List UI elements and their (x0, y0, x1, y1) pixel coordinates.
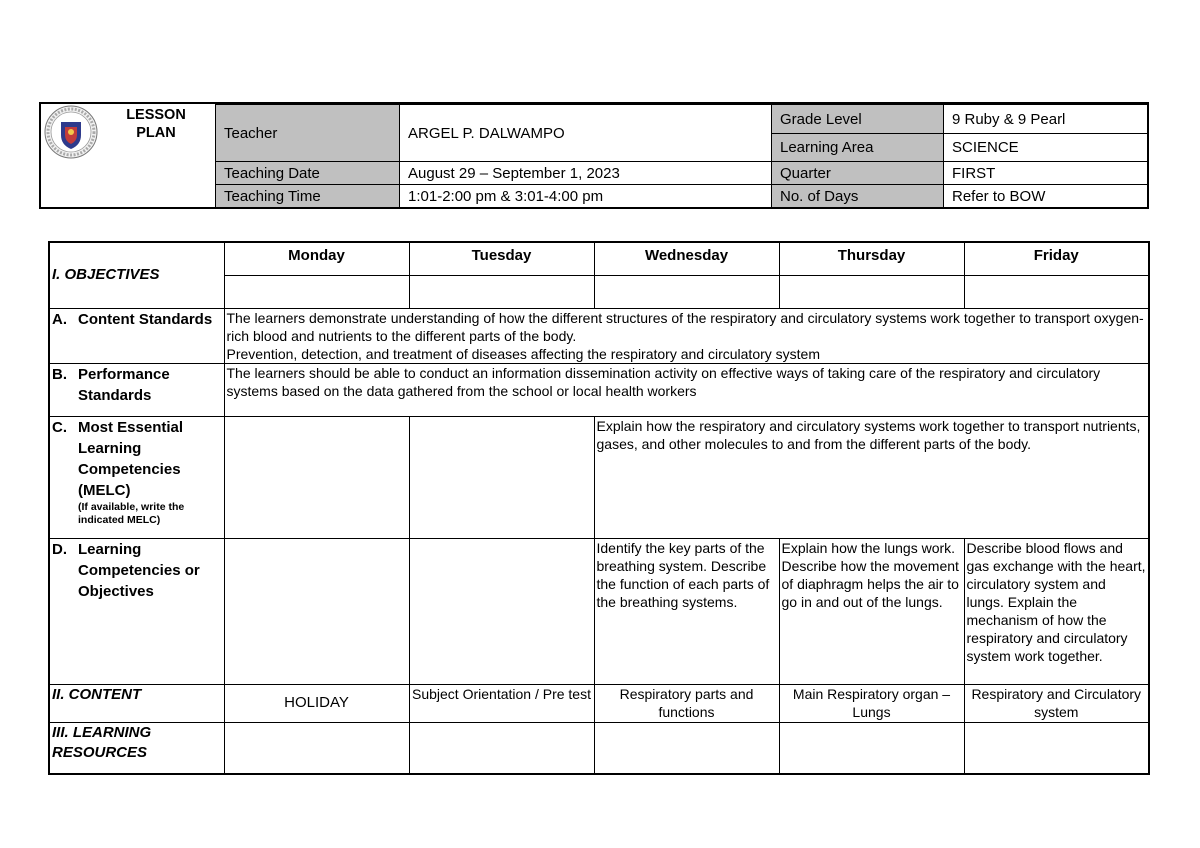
teacher-label: Teacher (216, 105, 400, 162)
grade-level-label: Grade Level (772, 105, 944, 134)
resources-tuesday (409, 722, 594, 774)
objectives-monday (224, 538, 409, 684)
objectives-friday: Describe blood flows and gas exchange with the heart, circulatory system and lungs. Explain the mechanism of how the respiratory and circulatory system work together. (964, 538, 1149, 684)
content-monday: HOLIDAY (224, 684, 409, 722)
header-grid (215, 104, 1148, 208)
objectives-heading: I. OBJECTIVES (49, 242, 224, 308)
resources-monday (224, 722, 409, 774)
melc-text: Explain how the respiratory and circulatory systems work together to transport nutrients, gases, and other molecules to and from the different parts of the body. (594, 416, 1149, 538)
content-standards-line-2: Prevention, detection, and treatment of diseases affecting the respiratory and circulatory system (226, 345, 820, 362)
days-value: Refer to BOW (944, 185, 1148, 208)
objectives-row (49, 538, 1149, 684)
teaching-date-value: August 29 – September 1, 2023 (400, 162, 772, 185)
day-thursday: Thursday (779, 242, 964, 275)
content-thursday: Main Respiratory organ – Lungs (779, 684, 964, 722)
content-standards-text (224, 308, 1149, 363)
content-wednesday: Respiratory parts and functions (594, 684, 779, 722)
content-standards-row (49, 308, 1149, 363)
performance-standards-text: The learners should be able to conduct an information dissemination activity on effective ways of taking care of the respiratory and circulatory systems based on the data gathered from the school or local health workers (224, 363, 1149, 416)
learning-resources-label: III. LEARNING RESOURCES (49, 722, 224, 774)
teaching-time-label: Teaching Time (216, 185, 400, 208)
grade-level-value: 9 Ruby & 9 Pearl (944, 105, 1148, 134)
quarter-value: FIRST (944, 162, 1148, 185)
deped-seal-icon (44, 105, 98, 159)
days-label: No. of Days (772, 185, 944, 208)
melc-monday (224, 416, 409, 538)
day-wednesday: Wednesday (594, 242, 779, 275)
resources-friday (964, 722, 1149, 774)
days-header-row (49, 242, 1149, 275)
blank-cell (964, 275, 1149, 308)
teaching-time-value: 1:01-2:00 pm & 3:01-4:00 pm (400, 185, 772, 208)
teacher-name: ARGEL P. DALWAMPO (400, 105, 772, 162)
content-label: II. CONTENT (49, 684, 224, 722)
lesson-plan-table (48, 241, 1150, 775)
day-monday: Monday (224, 242, 409, 275)
content-standards-line-1: The learners demonstrate understanding of how the different structures of the respiratory and circulatory systems work together to transport oxygen-rich blood and nutrients to the different parts of the body. (226, 309, 1144, 344)
melc-tuesday (409, 416, 594, 538)
content-tuesday: Subject Orientation / Pre test (409, 684, 594, 722)
melc-label: C. Most Essential Learning Competencies (MELC) (If available, write the indicated MELC) (49, 416, 224, 538)
melc-note: (If available, write the indicated MELC) (78, 500, 185, 526)
blank-cell (409, 275, 594, 308)
learning-area-label: Learning Area (772, 134, 944, 162)
content-friday: Respiratory and Circulatory system (964, 684, 1149, 722)
blank-cell (779, 275, 964, 308)
objectives-label: D. Learning Competencies or Objectives (49, 538, 224, 684)
quarter-label: Quarter (772, 162, 944, 185)
performance-standards-row (49, 363, 1149, 416)
blank-cell (224, 275, 409, 308)
resources-thursday (779, 722, 964, 774)
teaching-date-label: Teaching Date (216, 162, 400, 185)
resources-wednesday (594, 722, 779, 774)
objectives-wednesday: Identify the key parts of the breathing system. Describe the function of each parts of the breathing systems. (594, 538, 779, 684)
content-row (49, 684, 1149, 722)
learning-area-value: SCIENCE (944, 134, 1148, 162)
objectives-tuesday (409, 538, 594, 684)
content-standards-label: A. Content Standards (49, 308, 224, 363)
logo-cell (41, 104, 215, 207)
melc-row (49, 416, 1149, 538)
day-friday: Friday (964, 242, 1149, 275)
performance-standards-label: B. Performance Standards (49, 363, 224, 416)
lesson-plan-title: LESSON PLAN (126, 107, 186, 141)
lesson-plan-header (39, 102, 1149, 209)
learning-resources-row (49, 722, 1149, 774)
objectives-thursday: Explain how the lungs work. Describe how the movement of diaphragm helps the air to go in and out of the lungs. (779, 538, 964, 684)
day-tuesday: Tuesday (409, 242, 594, 275)
blank-cell (594, 275, 779, 308)
